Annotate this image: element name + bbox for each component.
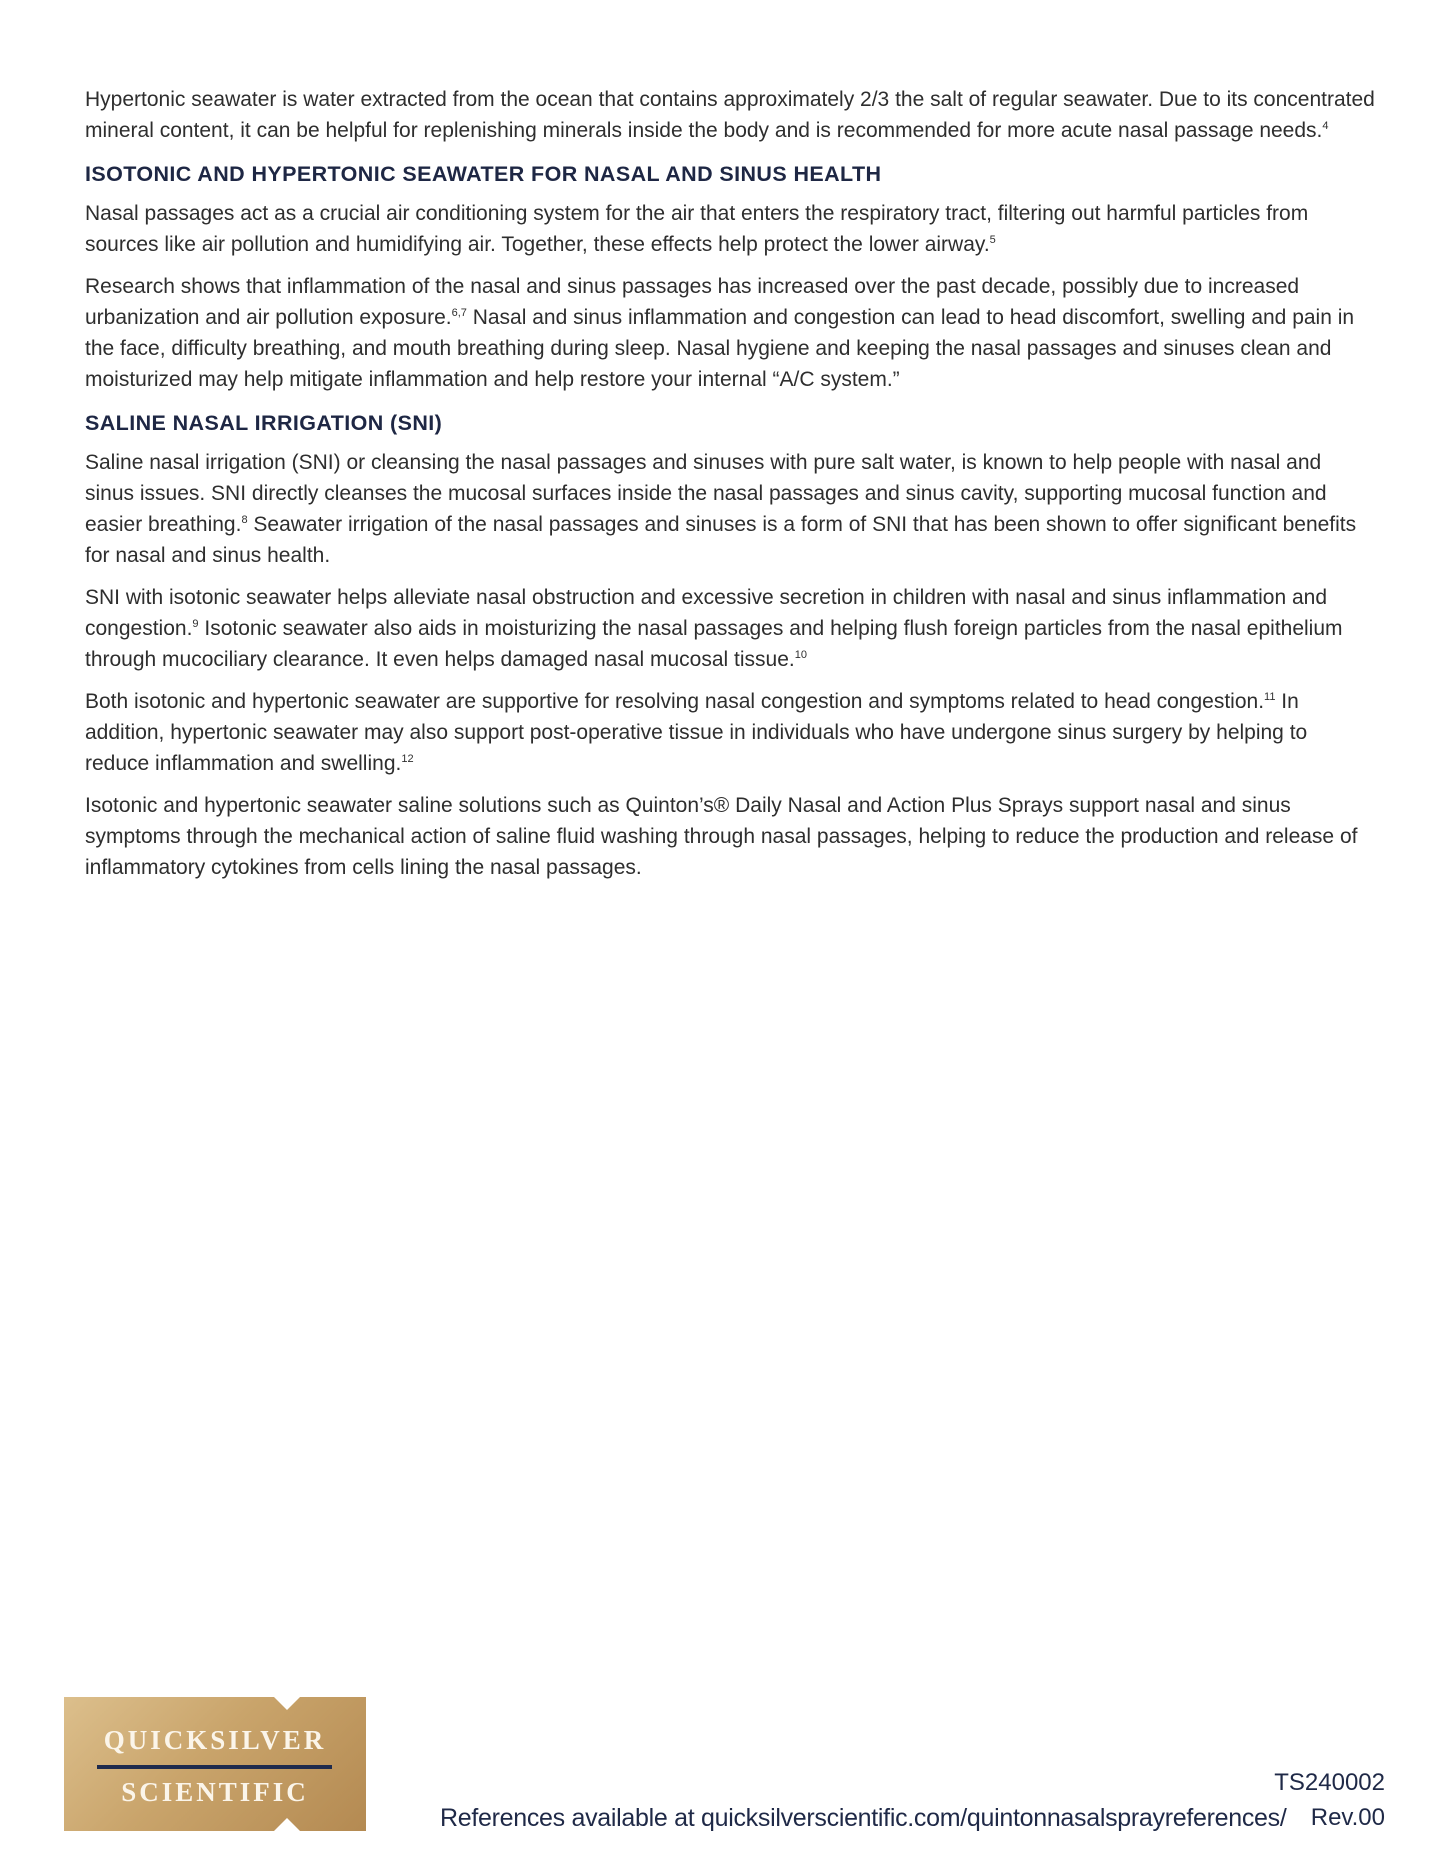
paragraph-nasal-passages: Nasal passages act as a crucial air conditioning system for the air that enters the respiratory tract, filtering out harmful particles from sources like air pollution and humidifying air. Together, these effects help protect the lower airway.$^5$ [85,202,1309,256]
document-code: TS240002 [1274,1769,1385,1796]
quicksilver-scientific-logo [64,1697,366,1831]
logo-notch-top [274,1697,300,1710]
paragraph-sni-intro: Saline nasal irrigation (SNI) or cleansing the nasal passages and sinuses with pure salt water, is known to help people with nasal and sinus issues. SNI directly cleanses the mucosal surfaces inside the nasal passages and sinus cavity, supporting mucosal function and easier breathing.$^8$ Seawater irrigation of the nasal passages and sinuses is a form of SNI that has been shown to offer significant benefits for nasal and sinus health. [85,451,1357,567]
section-heading-isotonic-hypertonic: ISOTONIC AND HYPERTONIC SEAWATER FOR NASAL AND SINUS HEALTH [85,162,882,186]
citation: 10 [794,649,807,661]
logo-text-quicksilver: QUICKSILVER [103,1725,327,1755]
references-link-text: References available at quicksilverscientific.com/quintonnasalsprayreferences/ [440,1804,1287,1832]
citation: 8 [241,514,248,526]
citation: 5 [989,234,996,246]
logo-divider [97,1765,332,1769]
paragraph-quinton-sprays: Isotonic and hypertonic seawater saline solutions such as Quinton’s® Daily Nasal and Action Plus Sprays support nasal and sinus symptoms through the mechanical action of saline fluid washing through nasal passages, helping to reduce the production and release of inflammatory cytokines from cells lining the nasal passages. [85,794,1358,879]
paragraph-both-seawater: Both isotonic and hypertonic seawater are supportive for resolving nasal congestion and symptoms related to head congestion.$^{11}$ In addition, hypertonic seawater may also support post-operative tissue in individuals who have undergone sinus surgery by helping to reduce inflammation and swelling.$^{12}$ [85,690,1308,775]
section-heading-sni: SALINE NASAL IRRIGATION (SNI) [85,411,443,435]
logo-text-scientific: SCIENTIFIC [121,1777,309,1807]
citation: 6,7 [451,307,467,319]
citation: 4 [1322,120,1329,132]
citation: 11 [1264,691,1276,703]
main-content [85,84,1375,894]
intro-paragraph: Hypertonic seawater is water extracted from the ocean that contains approximately 2/3 the salt of regular seawater. Due to its concentrated mineral content, it can be helpful for replenishing minerals inside the body and is recommended for more acute nasal passage needs.$^4$ [85,88,1375,142]
revision-label: Rev.00 [1310,1804,1385,1831]
paragraph-sni-isotonic: SNI with isotonic seawater helps alleviate nasal obstruction and excessive secretion in children with nasal and sinus inflammation and congestion.$^9$ Isotonic seawater also aids in moisturizing the nasal passages and helping flush foreign particles from the nasal epithelium through mucociliary clearance. It even helps damaged nasal mucosal tissue.$^{10}$ [85,586,1343,671]
citation: 9 [192,618,199,630]
paragraph-research: Research shows that inflammation of the nasal and sinus passages has increased over the past decade, possibly due to increased urbanization and air pollution exposure.$^{6,7}$ Nasal and sinus inflammation and congestion can lead to head discomfort, swelling and pain in the face, difficulty breathing, and mouth breathing during sleep. Nasal hygiene and keeping the nasal passages and sinuses clean and moisturized may help mitigate inflammation and help restore your internal “A/C system.” [85,275,1355,391]
citation: 12 [401,753,414,765]
logo-notch-bottom [274,1818,300,1831]
